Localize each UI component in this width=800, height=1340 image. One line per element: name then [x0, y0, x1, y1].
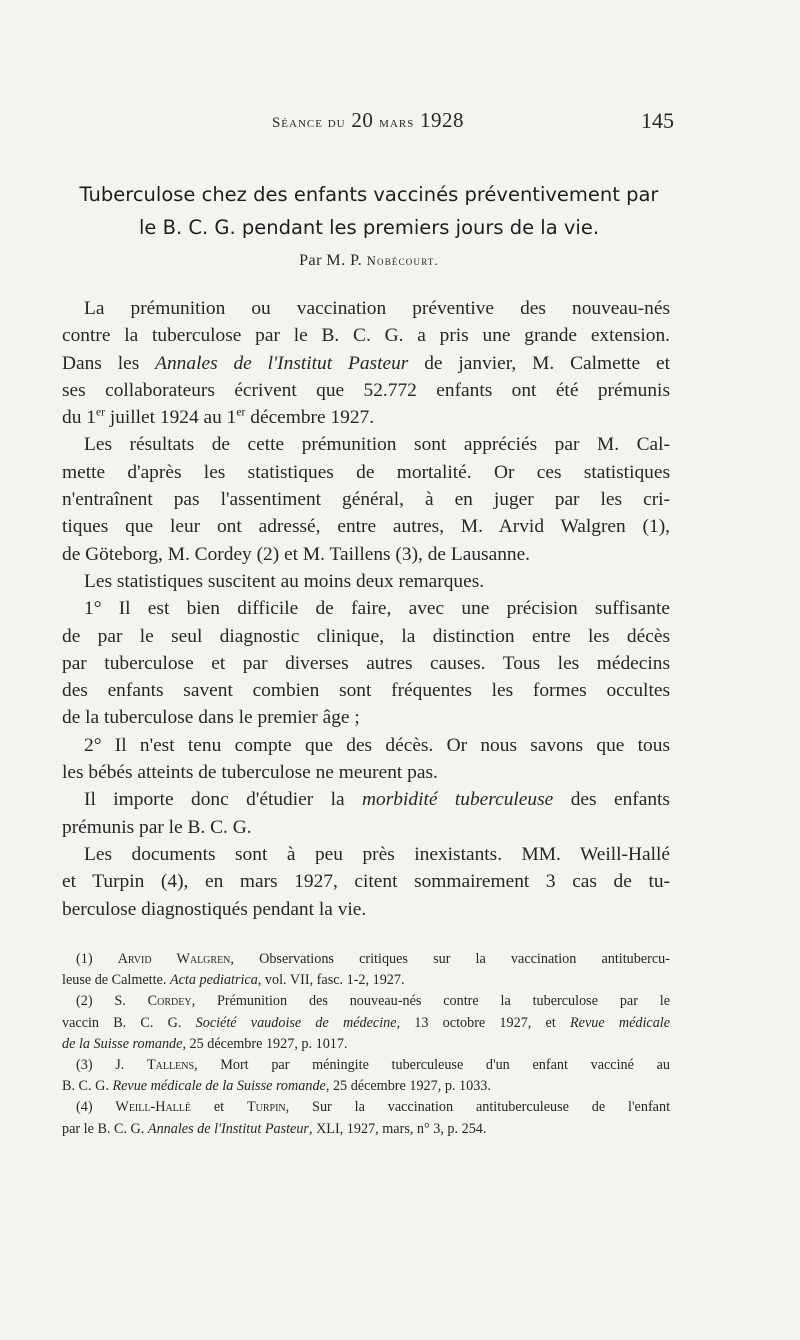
text-line: 2° Il n'est tenu compte que des décès. Or nous savons que tous: [84, 734, 670, 756]
text-line: ses collaborateurs écrivent que 52.772 enfants ont été prémunis: [62, 379, 670, 401]
footnote-author: Arvid Walgren: [117, 951, 231, 967]
footnote-line: vaccin B. C. G. Société vaudoise de médecine, 13 octobre 1927, et Revue médicale: [62, 1014, 671, 1031]
footnote-line: B. C. G. Revue médicale de la Suisse romande, 25 décembre 1927, p. 1033.: [62, 1078, 491, 1095]
text-line: prémunis par le B. C. G.: [62, 816, 252, 838]
title-line: Tuberculose chez des enfants vaccinés préventivement par: [79, 183, 659, 206]
footnote-line: (4) Weill-Hallé et Turpin, Sur la vaccination antituberculeuse de l'enfant: [76, 1099, 671, 1116]
title-line: le B. C. G. pendant les premiers jours de la vie.: [138, 216, 600, 239]
text-line: et Turpin (4), en mars 1927, citent sommairement 3 cas de tu-: [62, 871, 670, 893]
text-line: Les documents sont à peu près inexistants. MM. Weill-Hallé: [84, 843, 670, 865]
running-head-day: 20: [351, 108, 374, 132]
text-line: par tuberculose et par diverses autres causes. Tous les médecins: [62, 652, 670, 674]
page-number: 145: [641, 108, 674, 133]
article-title: [62, 178, 676, 244]
journal-title: Annales de l'Institut Pasteur: [155, 352, 409, 374]
author-name: Nobécourt.: [366, 254, 439, 268]
running-head: [62, 108, 674, 133]
text-line: La prémunition ou vaccination préventive des nouveau-nés: [84, 298, 670, 319]
text-line: Dans les Annales de l'Institut Pasteur de janvier, M. Calmette et: [62, 352, 670, 374]
footnote-line: par le B. C. G. Annales de l'Institut Pasteur, XLI, 1927, mars, n° 3, p. 254.: [62, 1120, 487, 1137]
text-line: de par le seul diagnostic clinique, la distinction entre les décès: [62, 625, 670, 647]
text-line: berculose diagnostiqués pendant la vie.: [62, 898, 367, 920]
text-line: du 1er juillet 1924 au 1er décembre 1927.: [62, 405, 375, 429]
text-line: de Göteborg, M. Cordey (2) et M. Taillens (3), de Lausanne.: [62, 543, 531, 565]
footnote-line: de la Suisse romande, 25 décembre 1927, p. 1017.: [62, 1035, 348, 1052]
text-line: Il importe donc d'étudier la morbidité tuberculeuse des enfants: [84, 789, 670, 811]
text-line: les bébés atteints de tuberculose ne meurent pas.: [62, 762, 438, 784]
footnote-line: (2) S. Cordey, Prémunition des nouveau-nés contre la tuberculose par le: [76, 993, 671, 1010]
footnote-author: Tallens: [147, 1057, 195, 1074]
text-line: n'entraînent pas l'assentiment général, à en juger par les cri-: [62, 489, 670, 511]
text-line: contre la tuberculose par le B. C. G. a pris une grande extension.: [62, 325, 670, 347]
footnote-line: (1) Arvid Walgren, Observations critiques sur la vaccination antitubercu-: [76, 951, 670, 967]
text-line: de la tuberculose dans le premier âge ;: [62, 707, 360, 729]
author-prefix: Par M. P.: [299, 252, 363, 269]
footnotes: [62, 949, 670, 1140]
footnote-author: Turpin: [246, 1099, 286, 1116]
running-head-month: mars: [379, 115, 415, 131]
footnote-line: (3) J. Tallens, Mort par méningite tuberculeuse d'un enfant vacciné au: [76, 1057, 671, 1074]
footnote-line: leuse de Calmette. Acta pediatrica, vol. VII, fasc. 1-2, 1927.: [62, 972, 405, 989]
article-body: [62, 295, 670, 923]
running-head-label: Séance du: [271, 115, 346, 131]
running-head-year: 1928: [420, 108, 465, 132]
footnote-author: Cordey: [147, 993, 192, 1010]
text-line: Les résultats de cette prémunition sont appréciés par M. Cal-: [84, 434, 670, 456]
text-line: 1° Il est bien difficile de faire, avec une précision suffisante: [84, 598, 670, 620]
text-line: Les statistiques suscitent au moins deux remarques.: [84, 570, 485, 592]
text-line: tiques que leur ont adressé, entre autres, M. Arvid Walgren (1),: [62, 516, 670, 538]
page-header: [62, 108, 674, 142]
text-line: mette d'après les statistiques de mortalité. Or ces statistiques: [62, 461, 670, 483]
emphasis: morbidité tuberculeuse: [362, 789, 554, 811]
text-line: des enfants savent combien sont fréquentes les formes occultes: [62, 680, 670, 702]
author-line: [62, 252, 676, 270]
footnote-author: Weill-Hallé: [115, 1099, 191, 1116]
